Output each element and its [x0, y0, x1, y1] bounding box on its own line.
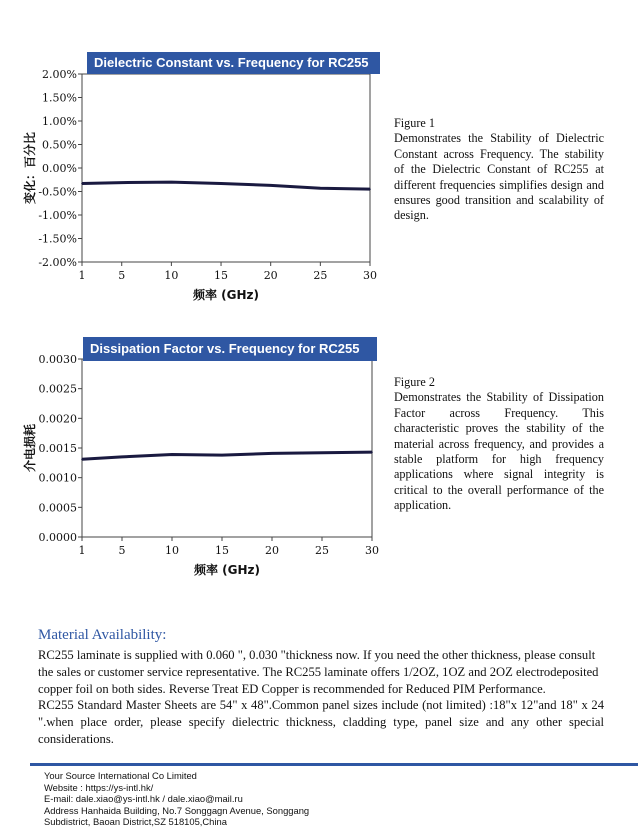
figure-1-text: Demonstrates the Stability of Dielectric Constant across Frequency. The stability of the Dielectric Constant of RC255 at different frequencies simplifies design and ensures good transition and scalability of design. — [394, 131, 604, 223]
figure-2-label: Figure 2 — [394, 375, 435, 389]
x-tick-label: 25 — [313, 269, 328, 282]
footer-email[interactable]: E-mail: dale.xiao@ys-intl.hk / dale.xiao@mail.ru — [44, 793, 243, 805]
y-tick-label: 0.0020 — [38, 412, 77, 426]
dielectric-constant-chart-title: Dielectric Constant vs. Frequency for RC255 — [87, 52, 380, 74]
data-point — [81, 183, 83, 185]
y-tick-label: 0.0015 — [38, 442, 77, 455]
dielectric-constant-chart — [20, 50, 380, 310]
x-tick-label: 5 — [118, 269, 126, 282]
y-tick-label: -1.00% — [38, 209, 77, 222]
y-tick-label: 0.0000 — [38, 531, 77, 544]
y-tick-label: -1.50% — [38, 232, 77, 246]
x-tick-label: 25 — [315, 544, 329, 557]
data-point — [171, 181, 173, 183]
figure-1-caption — [394, 116, 604, 224]
data-point — [81, 458, 83, 460]
x-tick-label: 20 — [265, 544, 279, 557]
x-tick-label: 10 — [165, 544, 179, 557]
y-tick-label: 1.00% — [42, 115, 77, 128]
x-tick-label: 20 — [263, 269, 278, 282]
y-tick-label: -0.50% — [38, 185, 77, 199]
y-tick-label: 0.00% — [42, 162, 77, 175]
x-tick-label: 15 — [214, 269, 229, 282]
dissipation-factor-chart-title: Dissipation Factor vs. Frequency for RC255 — [83, 337, 377, 361]
material-availability-heading: Material Availability: — [38, 627, 167, 643]
data-point — [171, 454, 173, 456]
dissipation-factor-chart-svg — [20, 335, 382, 580]
footer-website[interactable]: Website : https://ys-intl.hk/ — [44, 781, 154, 793]
y-tick-label: 0.0025 — [38, 382, 77, 396]
plot-area — [82, 359, 372, 537]
x-tick-label: 10 — [164, 269, 179, 282]
dielectric-constant-chart-svg — [20, 50, 380, 310]
material-paragraph-1: RC255 laminate is supplied with 0.060 ", 0.030 "thickness now. If you need the other thickness, please consult the sales or customer service representative. The RC255 laminate offers 1/2OZ, 1OZ and 2OZ electrodeposited copper foil on both sides. Reverse Treat ED Copper is recommended for Reduced PIM Performance. — [38, 648, 599, 696]
figure-1-label: Figure 1 — [394, 116, 435, 130]
y-axis-label: 介电损耗 — [23, 423, 37, 473]
footer-address-line-1: Address Hanhaida Building, No.7 Songgagn Avenue, Songgang — [44, 804, 310, 816]
material-paragraph-2: RC255 Standard Master Sheets are 54" x 48".Common panel sizes include (not limited) :18"x 12"and 18" x 24 ".when place order, please specify dielectric thickness, cladding type, panel size and any other special considerations. — [38, 698, 604, 746]
footer-divider — [30, 763, 638, 766]
data-point — [220, 183, 222, 185]
figure-2-text: Demonstrates the Stability of Dissipation Factor across Frequency. This characteristic proves the stability of the material across frequency, and provides a stable platform for high frequency applications where signal integrity is critical to the overall performance of the application. — [394, 390, 604, 513]
y-tick-label: -2.00% — [38, 256, 77, 269]
y-tick-label: 0.0005 — [38, 501, 77, 515]
dissipation-factor-chart — [20, 335, 382, 580]
data-point — [121, 182, 123, 184]
footer-company: Your Source International Co Limited — [44, 770, 197, 781]
data-point — [321, 452, 323, 454]
x-tick-label: 1 — [78, 269, 86, 282]
x-tick-label: 15 — [215, 544, 229, 557]
footer — [44, 770, 309, 828]
footer-address-line-2: Subdistrict, Baoan District,SZ 518105,China — [44, 816, 227, 828]
y-tick-label: 0.0010 — [38, 471, 77, 485]
data-point — [371, 451, 373, 453]
x-tick-label: 30 — [363, 269, 377, 282]
data-point — [271, 453, 273, 455]
y-tick-label: 0.50% — [42, 138, 77, 152]
y-tick-label: 0.0030 — [38, 353, 77, 366]
data-point — [221, 454, 223, 456]
x-axis-label: 频率 (GHz) — [193, 563, 261, 577]
y-axis-label: 变化：百分比 — [23, 131, 37, 205]
data-point — [369, 188, 371, 190]
figure-2-caption — [394, 375, 604, 514]
x-tick-label: 30 — [365, 544, 379, 557]
x-tick-label: 5 — [118, 544, 126, 557]
data-point — [121, 456, 123, 458]
y-tick-label: 1.50% — [42, 91, 77, 105]
plot-area — [82, 74, 370, 262]
data-point — [320, 187, 322, 189]
data-point — [270, 185, 272, 187]
x-tick-label: 1 — [78, 544, 86, 557]
x-axis-label: 频率 (GHz) — [192, 288, 260, 302]
y-tick-label: 2.00% — [42, 68, 77, 81]
